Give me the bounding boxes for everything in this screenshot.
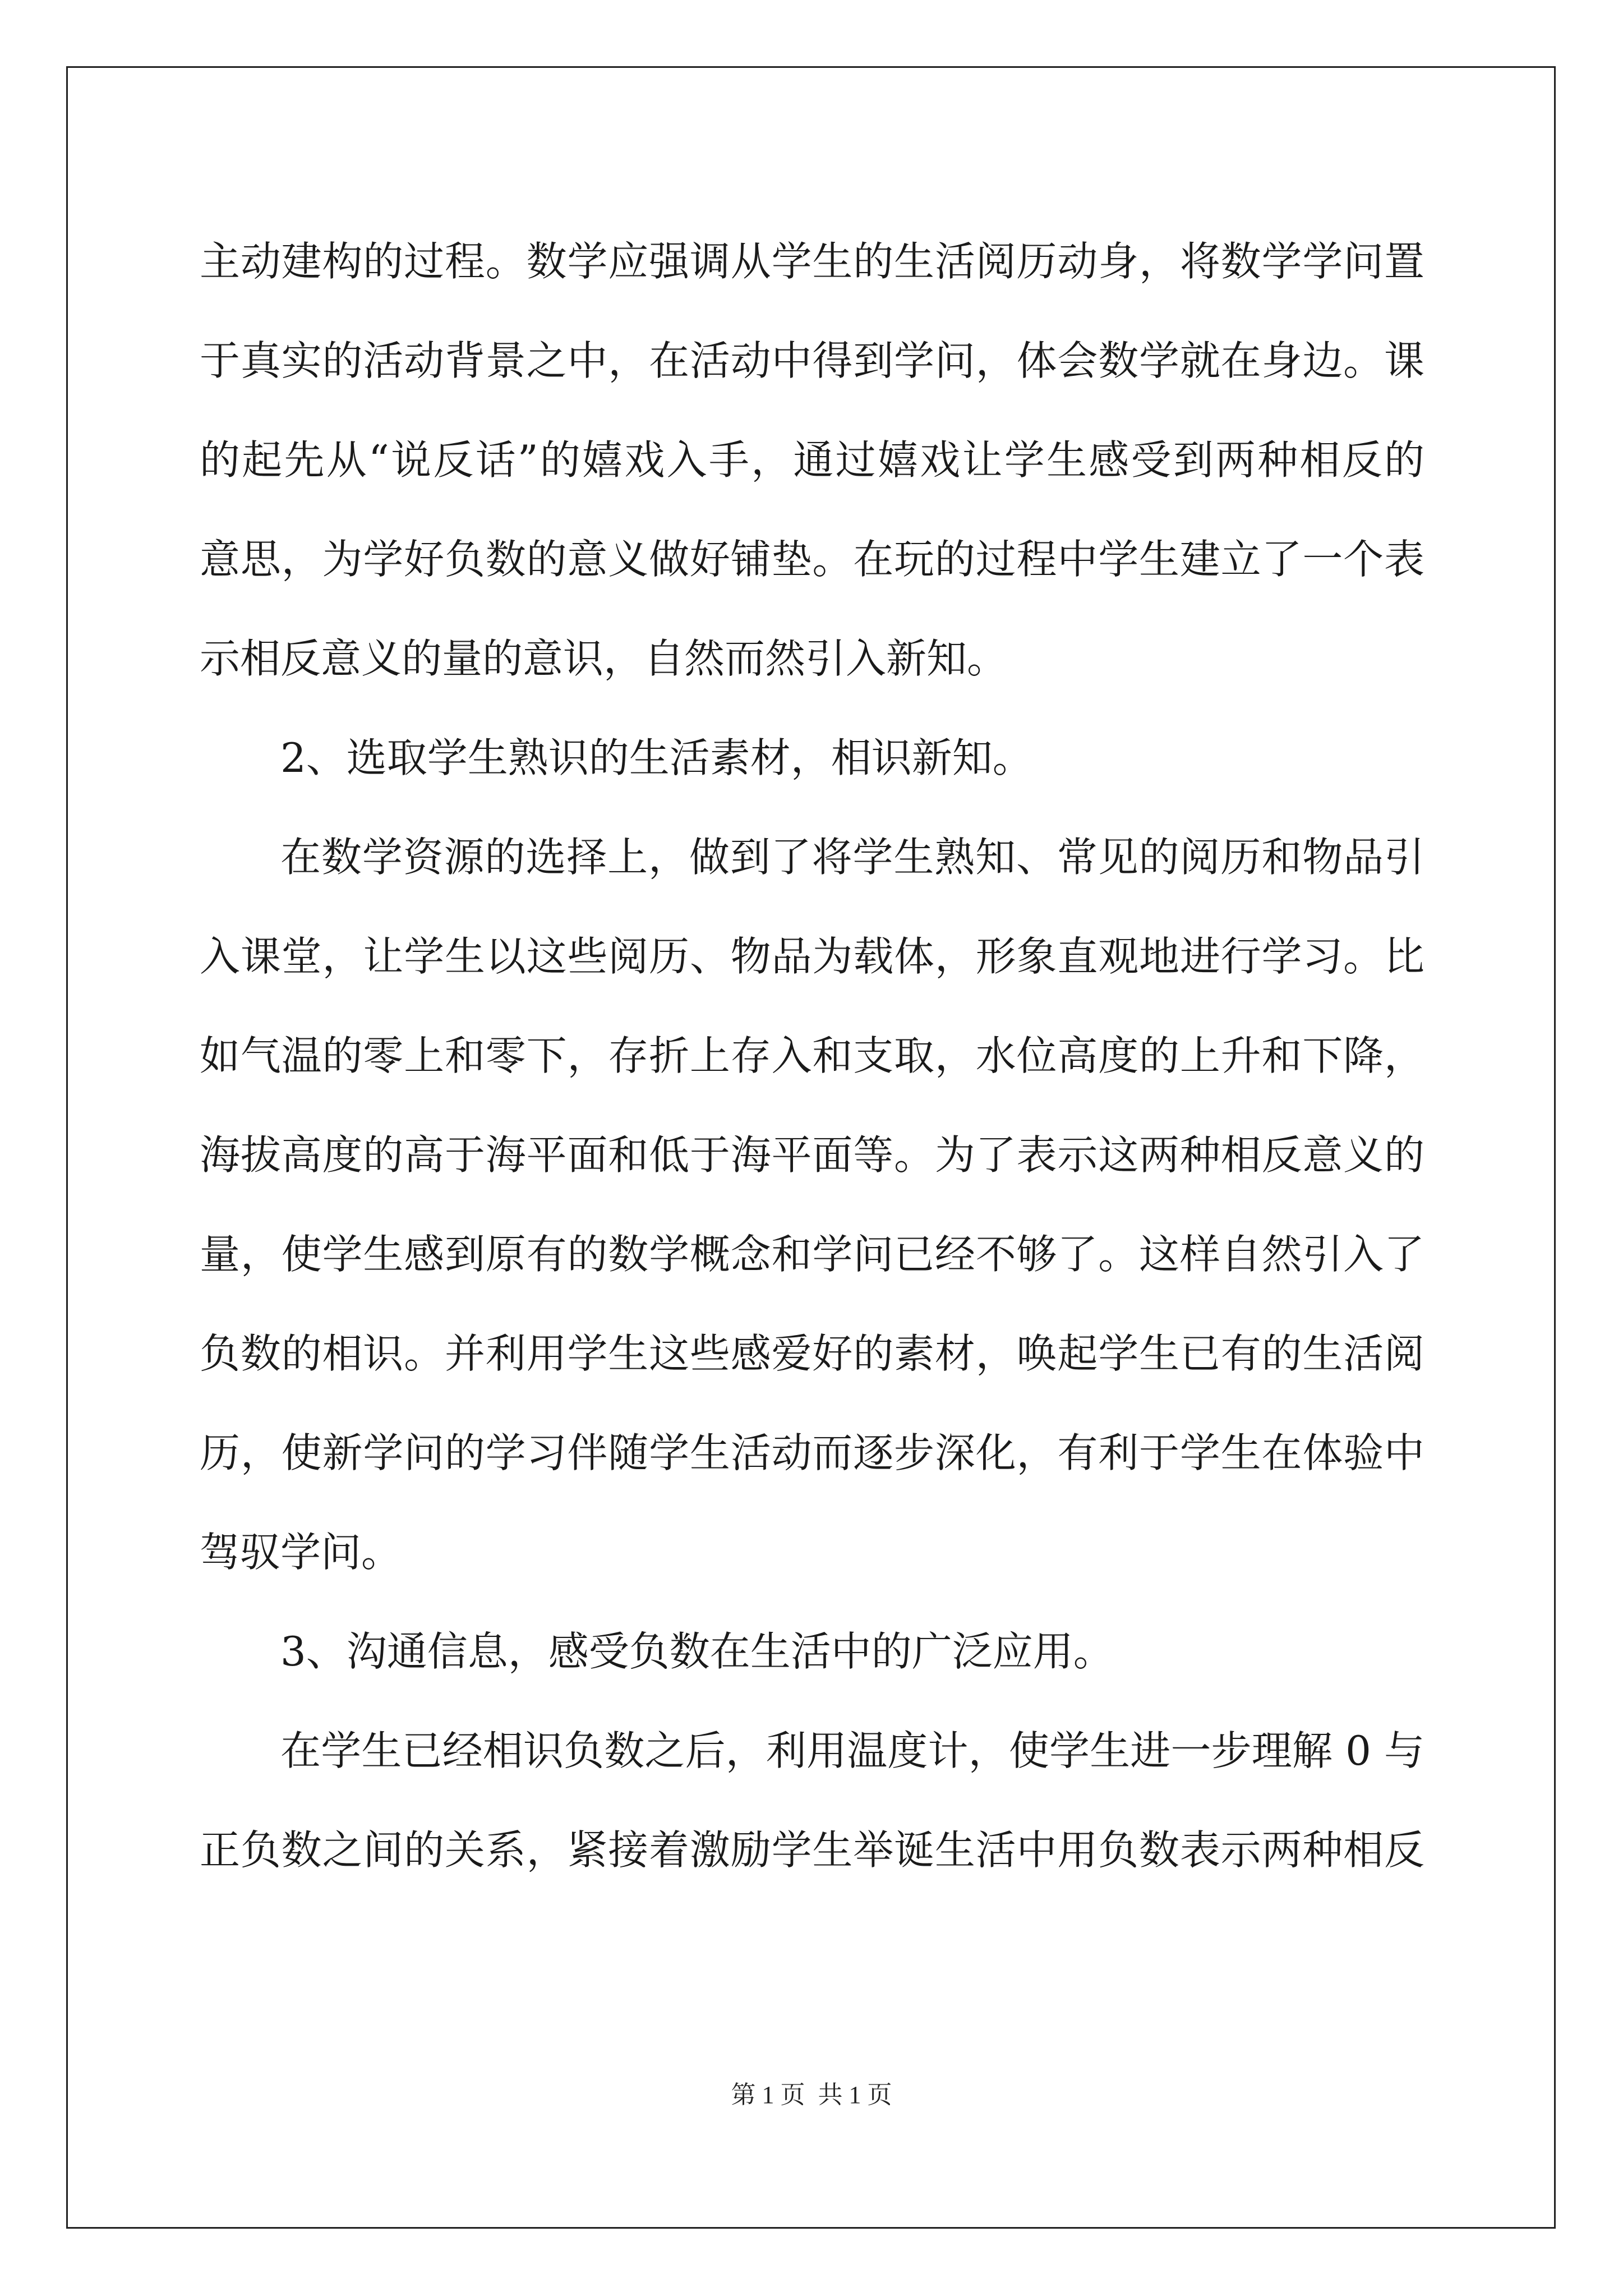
text-line: 如气温的零上和零下，存折上存入和支取，水位高度的上升和下降， — [200, 1032, 1424, 1079]
text-line: 历，使新学问的学习伴随学生活动而逐步深化，有利于学生在体验中 — [200, 1429, 1424, 1476]
text-line: 的起先从“说反话”的嬉戏入手，通过嬉戏让学生感受到两种相反的 — [200, 436, 1424, 484]
text-line: 海拔高度的高于海平面和低于海平面等。为了表示这两种相反意义的 — [200, 1131, 1424, 1179]
page-total: 共 1 页 — [818, 2081, 892, 2109]
document-body — [200, 212, 1424, 1900]
text-line: 驾驭学问。 — [200, 1529, 402, 1576]
text-line: 于真实的活动背景之中，在活动中得到学问，体会数学就在身边。课 — [200, 337, 1424, 384]
section-heading: 3、沟通信息，感受负数在生活中的广泛应用。 — [280, 1628, 1114, 1675]
text-line: 在学生已经相识负数之后，利用温度计，使学生进一步理解 0 与 — [280, 1727, 1424, 1774]
text-line: 在数学资源的选择上，做到了将学生熟知、常见的阅历和物品引 — [280, 834, 1424, 881]
text-line: 量，使学生感到原有的数学概念和学问已经不够了。这样自然引入了 — [200, 1231, 1424, 1278]
page-footer — [0, 2078, 1623, 2112]
text-line: 负数的相识。并利用学生这些感爱好的素材，唤起学生已有的生活阅 — [200, 1330, 1424, 1377]
text-line: 示相反意义的量的意识，自然而然引入新知。 — [200, 635, 1008, 682]
text-line: 正负数之间的关系，紧接着激励学生举诞生活中用负数表示两种相反 — [200, 1826, 1424, 1874]
text-line: 意思，为学好负数的意义做好铺垫。在玩的过程中学生建立了一个表 — [200, 536, 1424, 583]
text-line: 主动建构的过程。数学应强调从学生的生活阅历动身，将数学学问置 — [200, 238, 1424, 285]
text-line: 入课堂，让学生以这些阅历、物品为载体，形象直观地进行学习。比 — [200, 933, 1424, 980]
page-number: 第 1 页 — [731, 2081, 805, 2109]
section-heading: 2、选取学生熟识的生活素材，相识新知。 — [280, 734, 1033, 781]
